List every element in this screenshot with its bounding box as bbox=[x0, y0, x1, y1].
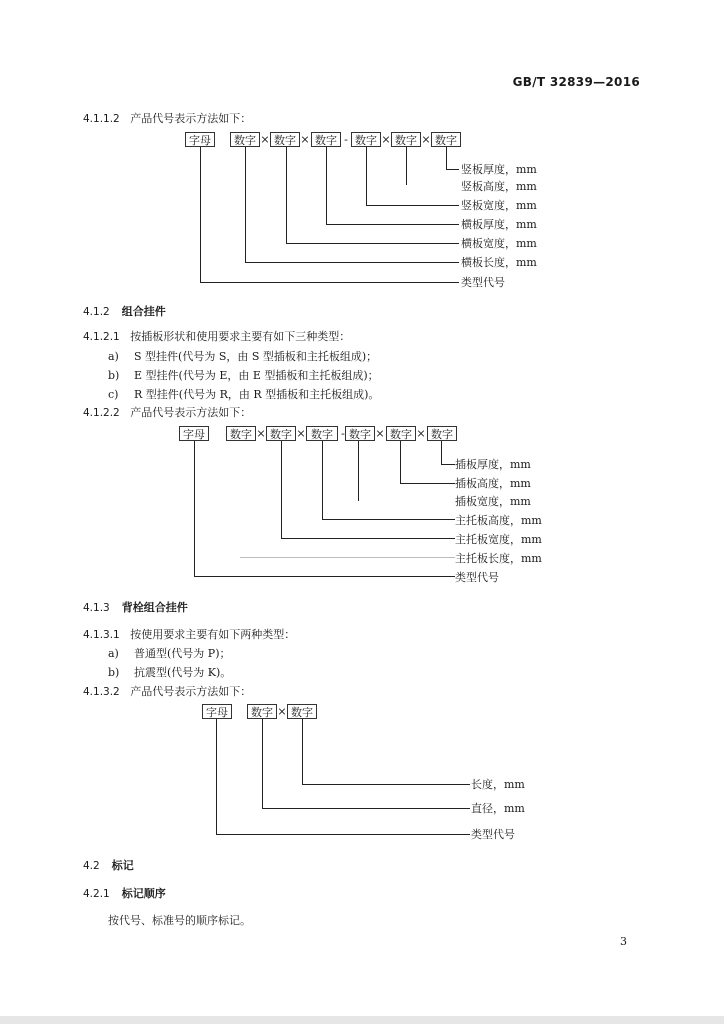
clause-4122 bbox=[83, 406, 251, 420]
clause-number: 4.1.3.2 bbox=[83, 686, 120, 698]
diagram-label: 主托板宽度，mm bbox=[455, 533, 542, 546]
leader-line bbox=[216, 719, 217, 835]
section-number: 4.2.1 bbox=[83, 888, 110, 900]
digit-box: 数字 bbox=[247, 704, 277, 719]
clause-4121 bbox=[83, 330, 350, 344]
leader-line bbox=[366, 205, 459, 206]
section-title: 组合挂件 bbox=[121, 305, 166, 318]
page-bottom-edge bbox=[0, 1016, 724, 1024]
section-heading-42 bbox=[83, 857, 134, 873]
clause-4131 bbox=[83, 628, 295, 642]
list-item-text: R 型挂件(代号为 R，由 R 型插板和主托板组成)。 bbox=[134, 388, 380, 401]
clause-number: 4.1.3.1 bbox=[83, 629, 120, 641]
leader-line bbox=[200, 147, 201, 283]
diagram-label: 类型代号 bbox=[461, 276, 505, 289]
section-title: 背栓组合挂件 bbox=[121, 601, 188, 614]
body-paragraph: 按代号、标准号的顺序标记。 bbox=[108, 914, 251, 927]
leader-line bbox=[441, 464, 455, 465]
diagram-label: 横板厚度，mm bbox=[461, 218, 537, 231]
digit-box: 数字 bbox=[351, 132, 381, 147]
digit-box: 数字 bbox=[391, 132, 421, 147]
list-item-label: b) bbox=[108, 666, 120, 679]
list-item-label: c) bbox=[108, 388, 119, 401]
leader-line bbox=[281, 538, 455, 539]
list-item-label: a) bbox=[108, 350, 119, 363]
diagram-label: 插板宽度，mm bbox=[455, 495, 531, 508]
times-operator: × bbox=[421, 133, 431, 146]
leader-line bbox=[245, 262, 459, 263]
page-number: 3 bbox=[620, 935, 627, 948]
leader-line bbox=[400, 483, 455, 484]
list-item bbox=[108, 388, 379, 402]
section-title: 标记 bbox=[111, 859, 134, 872]
digit-box: 数字 bbox=[311, 132, 341, 147]
times-operator: × bbox=[300, 133, 310, 146]
times-operator: × bbox=[416, 427, 426, 440]
clause-number: 4.1.2.1 bbox=[83, 331, 120, 343]
times-operator: × bbox=[381, 133, 391, 146]
leader-line bbox=[358, 441, 359, 501]
clause-number: 4.1.1.2 bbox=[83, 113, 120, 125]
dash-operator: - bbox=[341, 427, 345, 440]
list-item bbox=[108, 350, 377, 364]
list-item bbox=[108, 369, 379, 383]
leader-line bbox=[286, 147, 287, 244]
leader-line bbox=[326, 224, 459, 225]
leader-line bbox=[281, 441, 282, 539]
leader-line bbox=[446, 169, 459, 170]
section-number: 4.1.2 bbox=[83, 306, 110, 318]
section-title: 标记顺序 bbox=[121, 887, 166, 900]
diagram-label: 主托板高度，mm bbox=[455, 514, 542, 527]
clause-text: 产品代号表示方法如下： bbox=[130, 685, 252, 698]
section-number: 4.2 bbox=[83, 860, 100, 872]
letter-box: 字母 bbox=[185, 132, 215, 147]
diagram-label: 横板宽度，mm bbox=[461, 237, 537, 250]
leader-line bbox=[286, 243, 459, 244]
clause-text: 按插板形状和使用要求主要有如下三种类型： bbox=[130, 330, 351, 343]
list-item-text: E 型挂件(代号为 E，由 E 型插板和主托板组成)； bbox=[134, 369, 379, 382]
times-operator: × bbox=[296, 427, 306, 440]
digit-box: 数字 bbox=[431, 132, 461, 147]
letter-box: 字母 bbox=[179, 426, 209, 441]
leader-line bbox=[400, 441, 401, 484]
leader-line bbox=[194, 576, 455, 577]
diagram-label: 直径，mm bbox=[471, 802, 525, 815]
leader-line bbox=[262, 719, 263, 809]
leader-line bbox=[262, 808, 470, 809]
diagram-label: 插板厚度，mm bbox=[455, 458, 531, 471]
diagram-label: 竖板高度，mm bbox=[461, 180, 537, 193]
clause-4132 bbox=[83, 685, 251, 699]
digit-box: 数字 bbox=[230, 132, 260, 147]
digit-box: 数字 bbox=[427, 426, 457, 441]
diagram-label: 类型代号 bbox=[455, 571, 499, 584]
diagram-label: 插板高度，mm bbox=[455, 477, 531, 490]
list-item-label: b) bbox=[108, 369, 120, 382]
section-heading-412 bbox=[83, 303, 166, 319]
leader-line bbox=[194, 441, 195, 577]
leader-line bbox=[245, 147, 246, 263]
digit-box: 数字 bbox=[226, 426, 256, 441]
digit-box: 数字 bbox=[287, 704, 317, 719]
section-number: 4.1.3 bbox=[83, 602, 110, 614]
section-heading-413 bbox=[83, 599, 188, 615]
digit-box: 数字 bbox=[345, 426, 375, 441]
times-operator: × bbox=[256, 427, 266, 440]
diagram-label: 长度，mm bbox=[471, 778, 525, 791]
digit-box: 数字 bbox=[386, 426, 416, 441]
clause-text: 产品代号表示方法如下： bbox=[130, 406, 252, 419]
diagram-label: 主托板长度，mm bbox=[455, 552, 542, 565]
list-item-text: S 型挂件(代号为 S，由 S 型插板和主托板组成)； bbox=[134, 350, 378, 363]
times-operator: × bbox=[277, 705, 287, 718]
leader-line bbox=[200, 282, 459, 283]
leader-line bbox=[446, 147, 447, 170]
digit-box: 数字 bbox=[270, 132, 300, 147]
leader-line bbox=[240, 557, 455, 558]
diagram-label: 类型代号 bbox=[471, 828, 515, 841]
letter-box: 字母 bbox=[202, 704, 232, 719]
leader-line bbox=[216, 834, 470, 835]
list-item bbox=[108, 666, 231, 680]
leader-line bbox=[302, 784, 470, 785]
clause-text: 产品代号表示方法如下： bbox=[130, 112, 252, 125]
digit-box: 数字 bbox=[306, 426, 338, 441]
times-operator: × bbox=[375, 427, 385, 440]
leader-line bbox=[322, 441, 323, 520]
list-item-text: 普通型(代号为 P)； bbox=[134, 647, 231, 660]
digit-box: 数字 bbox=[266, 426, 296, 441]
clause-4112 bbox=[83, 112, 251, 126]
times-operator: × bbox=[260, 133, 270, 146]
list-item-label: a) bbox=[108, 647, 119, 660]
diagram-label: 横板长度，mm bbox=[461, 256, 537, 269]
clause-text: 按使用要求主要有如下两种类型： bbox=[130, 628, 296, 641]
dash-operator: - bbox=[344, 133, 348, 146]
leader-line bbox=[326, 147, 327, 225]
leader-line bbox=[441, 441, 442, 465]
leader-line bbox=[302, 719, 303, 785]
standard-number: GB/T 32839—2016 bbox=[512, 75, 640, 89]
list-item-text: 抗震型(代号为 K)。 bbox=[134, 666, 232, 679]
clause-number: 4.1.2.2 bbox=[83, 407, 120, 419]
leader-line bbox=[406, 147, 407, 185]
diagram-label: 竖板厚度，mm bbox=[461, 163, 537, 176]
list-item bbox=[108, 647, 230, 661]
section-heading-421 bbox=[83, 885, 166, 901]
leader-line bbox=[366, 147, 367, 206]
diagram-label: 竖板宽度，mm bbox=[461, 199, 537, 212]
leader-line bbox=[322, 519, 455, 520]
